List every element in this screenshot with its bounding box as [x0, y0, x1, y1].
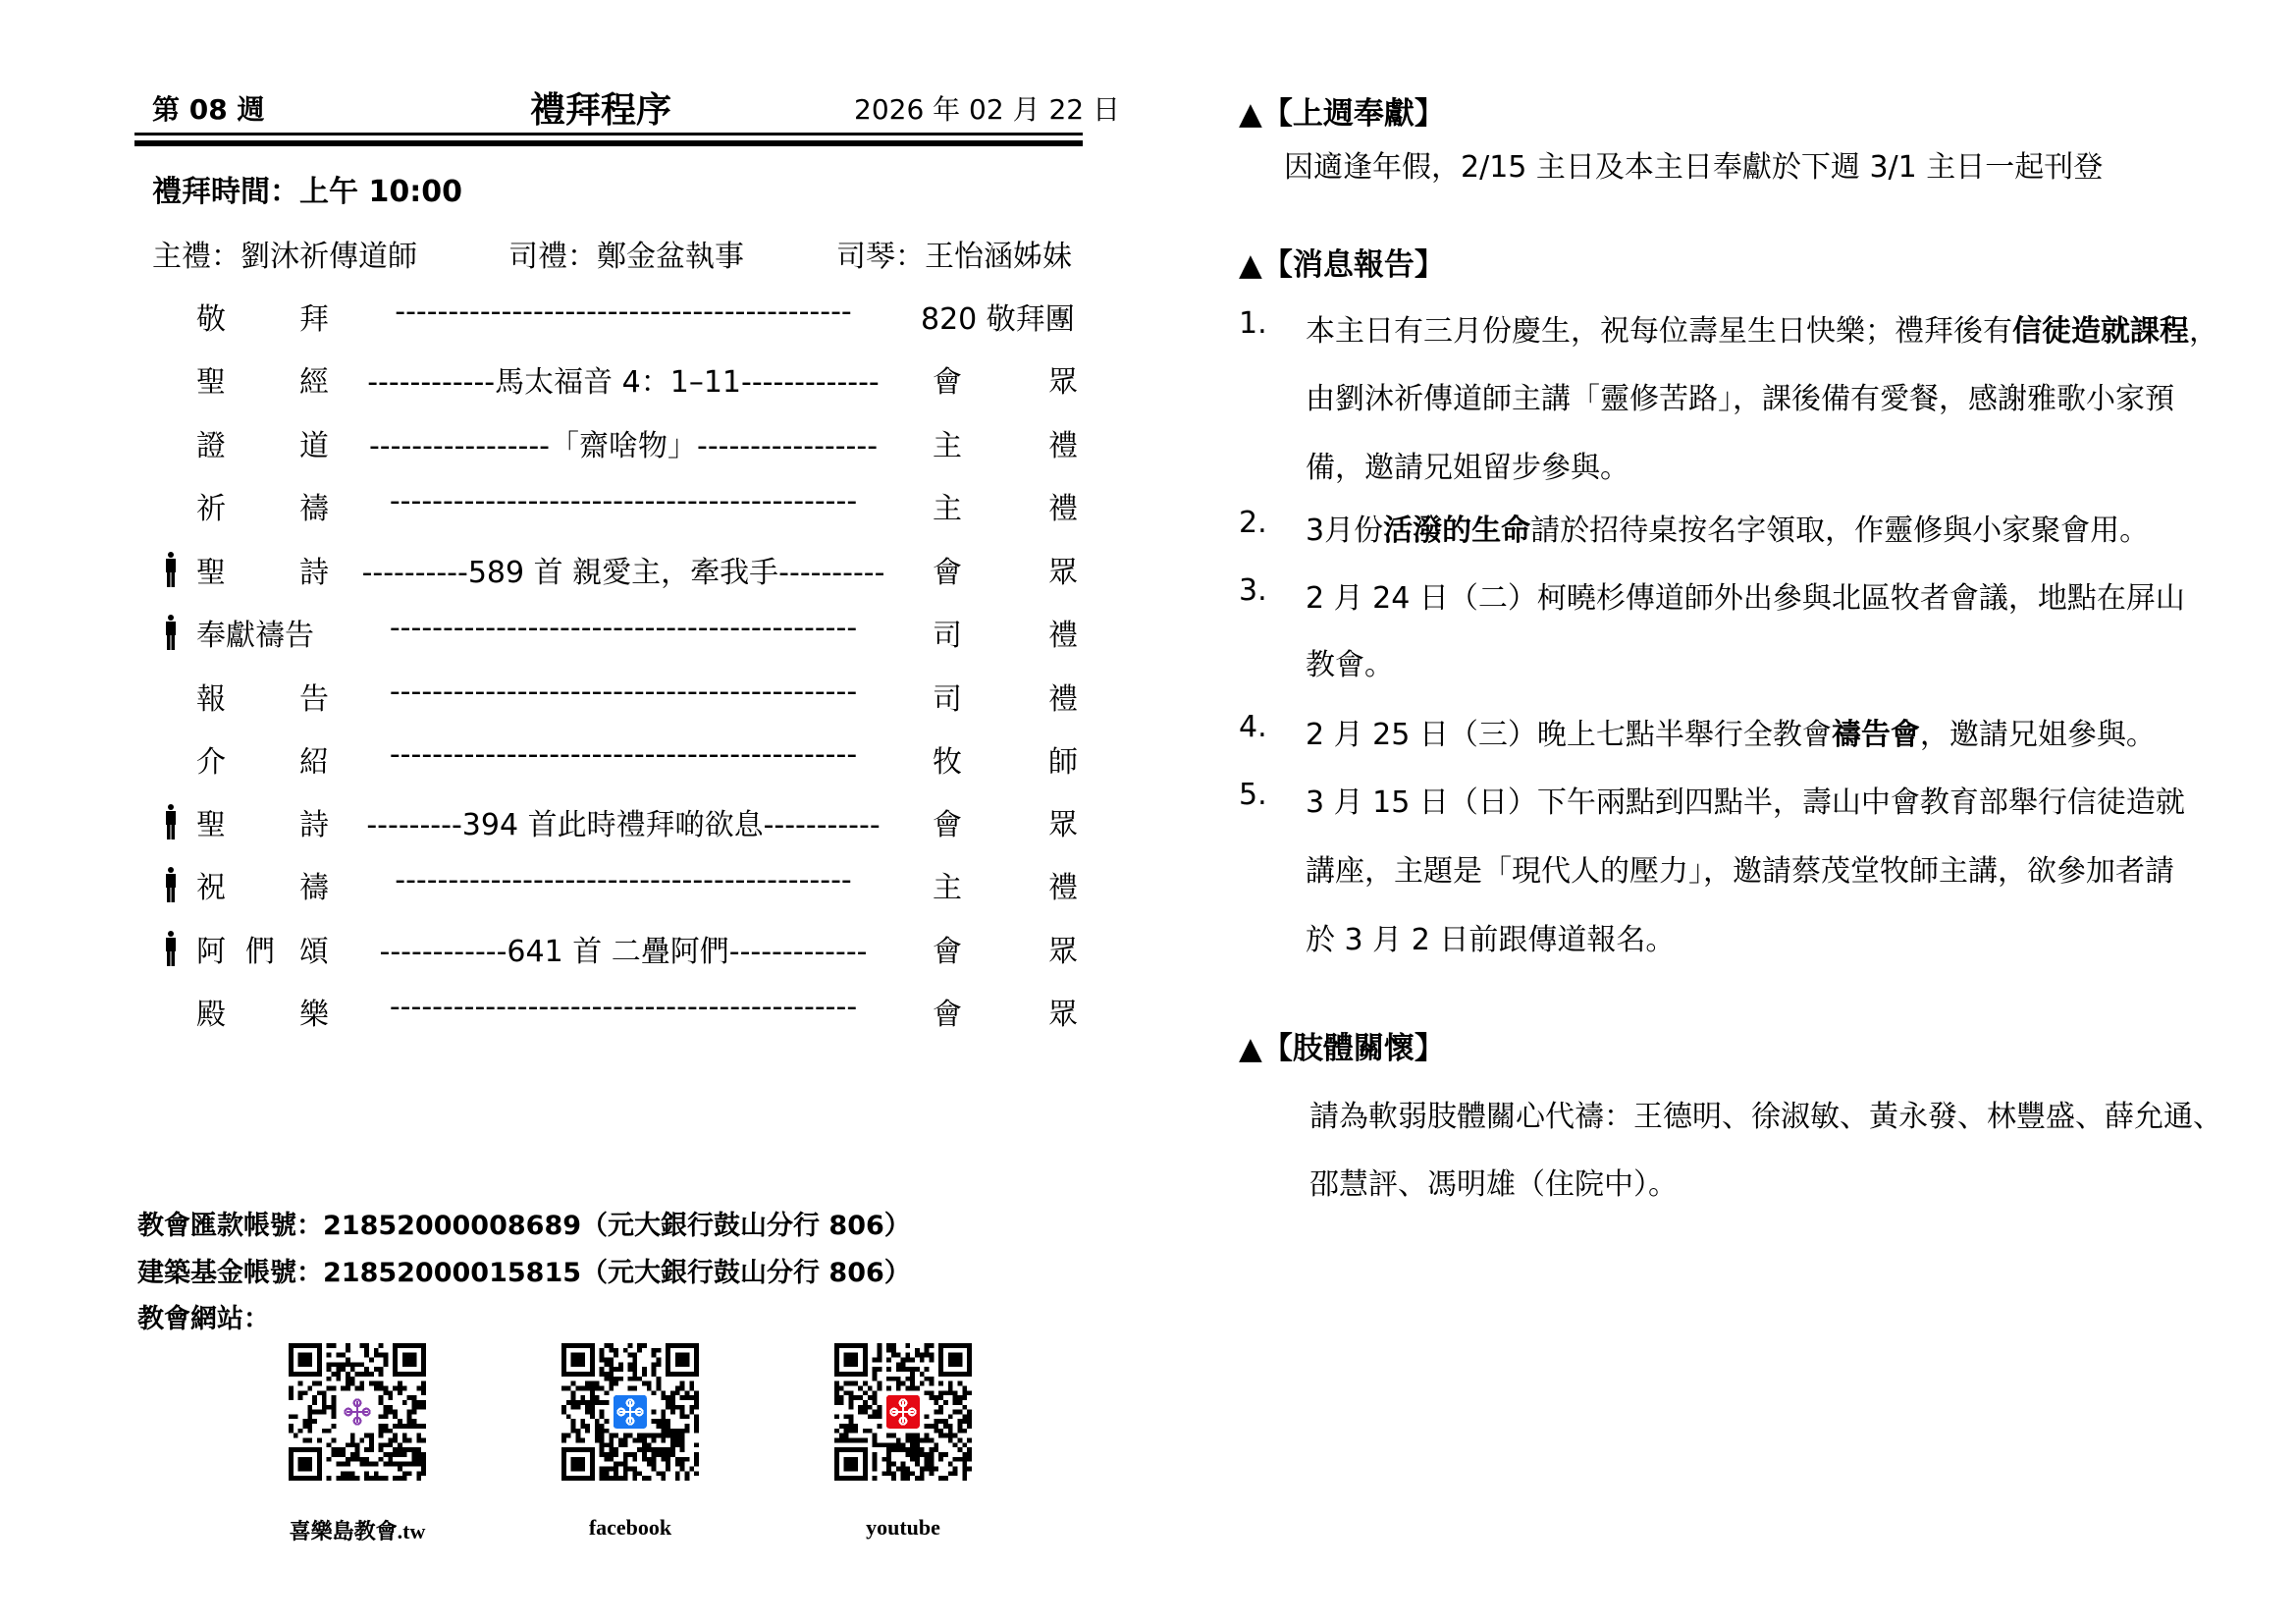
order-item-detail: --------------------------------------------: [389, 484, 858, 518]
standing-person-icon: [165, 804, 177, 839]
news-text: ，邀請兄姐參與。: [1919, 718, 2156, 752]
header-rule-thick: [134, 140, 1083, 146]
service-time: 禮拜時間：上午 10:00: [152, 175, 462, 209]
care-heading: ▲【肢體關懷】: [1239, 1031, 1445, 1066]
order-item-leader-part: 禮: [1048, 429, 1078, 463]
order-item-leader-part: 眾: [1048, 365, 1078, 400]
news-text: 於 3 月 2 日前跟傳道報名。: [1306, 923, 1676, 957]
order-item-name-part: 阿: [196, 935, 226, 969]
order-item: [157, 421, 1090, 463]
order-item-leader-part: 主: [933, 429, 962, 463]
order-item-name-part: 證: [196, 429, 226, 463]
liturgist: 司禮：鄭金盆執事: [508, 240, 744, 274]
order-item-detail: ------------馬太福音 4：1–11-------------: [367, 365, 880, 400]
page-title: 禮拜程序: [530, 90, 672, 131]
order-item-leader-part: 會: [933, 935, 962, 969]
order-item-name-part: 樂: [299, 998, 329, 1032]
order-item-detail: ---------394 首此時禮拜啲欲息-----------: [366, 808, 881, 842]
account-value: 21852000008689（元大銀行鼓山分行 806）: [323, 1211, 911, 1241]
order-item-name-part: 祝: [196, 871, 226, 905]
order-item-leader-part: 眾: [1048, 808, 1078, 842]
order-item-name-part: 詩: [299, 556, 329, 590]
news-text: 2 月 25 日（三）晚上七點半舉行全教會: [1306, 718, 1832, 752]
order-item-leader-part: 主: [933, 492, 962, 526]
order-item-name-part: 聖: [196, 808, 226, 842]
order-item-detail: ----------589 首 親愛主，牽我手----------: [361, 556, 885, 590]
account-line: [137, 1204, 911, 1242]
order-item-leader-part: 師: [1048, 745, 1078, 780]
account-label: 教會匯款帳號：: [137, 1211, 323, 1241]
qr-code-label: 喜樂島教會.tw: [289, 1519, 426, 1543]
order-item: [157, 927, 1090, 969]
care-line-2: 邵慧評、馮明雄（住院中）。: [1309, 1167, 1678, 1202]
order-item-name-part: 禱: [299, 871, 329, 905]
order-item-leader-part: 會: [933, 998, 962, 1032]
order-item-detail: --------------------------------------------: [389, 737, 858, 772]
standing-person-icon: [165, 552, 177, 587]
order-item-leader-part: 眾: [1048, 556, 1078, 590]
order-item-detail: -------------------------------------------: [395, 863, 852, 897]
news-item-line: [1306, 573, 2185, 617]
order-item-detail: ------------641 首 二疊阿們-------------: [379, 935, 868, 969]
news-item-line: [1306, 443, 1629, 486]
order-item-name-part: 聖: [196, 365, 226, 400]
news-item-line: [1306, 374, 2174, 417]
order-item: [157, 675, 1090, 717]
news-text: 本主日有三月份慶生，祝每位壽星生日快樂；禮拜後有: [1306, 314, 2012, 349]
building-fund-value: 21852000015815（元大銀行鼓山分行 806）: [323, 1258, 911, 1288]
order-item-name-part: 祈: [196, 492, 226, 526]
order-item-name-part: 道: [299, 429, 329, 463]
offering-text: 因適逢年假，2/15 主日及本主日奉獻於下週 3/1 主日一起刊登: [1284, 150, 2104, 185]
qr-code-label: youtube: [866, 1515, 940, 1540]
service-date: 2026 年 02 月 22 日: [854, 93, 1121, 126]
news-text: ，: [2189, 314, 2218, 349]
standing-person-icon: [165, 931, 177, 966]
order-item-detail: -----------------「齋啥物」-----------------: [368, 429, 879, 463]
care-line-1: 請為軟弱肢體關心代禱：王德明、徐淑敏、黃永發、林豐盛、薛允通、: [1309, 1100, 2222, 1134]
news-item-number: 2.: [1239, 506, 1267, 540]
standing-person-icon: [165, 615, 177, 650]
news-text: 教會。: [1306, 648, 1394, 682]
order-item-name-part: 頌: [299, 935, 329, 969]
offering-heading: ▲【上週奉獻】: [1239, 96, 1445, 132]
order-item: [157, 800, 1090, 842]
news-text: 請於招待桌按名字領取，作靈修與小家聚會用。: [1530, 514, 2150, 548]
order-item-name-part: 經: [299, 365, 329, 400]
order-item-leader-part: 禮: [1048, 682, 1078, 717]
order-item-leader-part: 會: [933, 556, 962, 590]
order-item-name-part: 介: [196, 745, 226, 780]
qr-code-label: facebook: [588, 1515, 672, 1540]
qr-code-facebook[interactable]: [561, 1343, 699, 1481]
order-item: [157, 484, 1090, 526]
order-item-leader-part: 禮: [1048, 492, 1078, 526]
order-item-leader-part: 司: [933, 619, 962, 653]
presider: 主禮：劉沐祈傳道師: [152, 240, 417, 274]
qr-code-tw[interactable]: [289, 1343, 426, 1481]
order-item-detail: --------------------------------------------: [389, 675, 858, 709]
week-number: 第 08 週: [152, 93, 265, 126]
order-item-name-part: 奉獻禱告: [196, 619, 314, 653]
order-item: [157, 357, 1090, 400]
news-highlight: 信徒造就課程: [2012, 314, 2189, 349]
order-item-detail: --------------------------------------------: [389, 611, 858, 645]
news-text: 2 月 24 日（二）柯曉杉傳道師外出參與北區牧者會議，地點在屏山: [1306, 581, 2185, 616]
order-item-leader-part: 主: [933, 871, 962, 905]
building-fund-line: [137, 1251, 911, 1289]
news-text: 3月份: [1306, 514, 1384, 548]
order-item: [157, 611, 1090, 653]
order-item: [157, 295, 1090, 337]
news-item-line: [1306, 640, 1394, 683]
order-item: [157, 737, 1090, 780]
news-heading: ▲【消息報告】: [1239, 247, 1445, 283]
order-item-leader-part: 禮: [1048, 619, 1078, 653]
qr-code-youtube[interactable]: [834, 1343, 972, 1481]
news-text: 3 月 15 日（日）下午兩點到四點半，壽山中會教育部舉行信徒造就: [1306, 785, 2185, 820]
order-item-leader-part: 禮: [1048, 871, 1078, 905]
news-item-line: [1306, 778, 2185, 821]
order-item-leader-part: 會: [933, 365, 962, 400]
order-item-name-part: 拜: [299, 302, 329, 337]
order-item-name-part: 紹: [299, 745, 329, 780]
news-text: 由劉沐祈傳道師主講「靈修苦路」，課後備有愛餐，感謝雅歌小家預: [1306, 382, 2174, 416]
order-item-name-part: 告: [299, 682, 329, 717]
news-text: 備，邀請兄姐留步參與。: [1306, 451, 1629, 485]
order-item-detail: --------------------------------------------: [389, 990, 858, 1024]
order-item-name-part: 禱: [299, 492, 329, 526]
news-item-line: [1306, 915, 1675, 958]
qr-code-icon: [834, 1466, 972, 1485]
order-item-leader-part: 眾: [1048, 935, 1078, 969]
news-item-line: [1306, 306, 2218, 350]
qr-code-icon: [561, 1466, 699, 1485]
order-item-name-part: 敬: [196, 302, 226, 337]
order-item-name-part: 殿: [196, 998, 226, 1032]
order-item-leader-part: 牧: [933, 745, 962, 780]
news-item-number: 5.: [1239, 778, 1267, 812]
order-item-name-part: 報: [196, 682, 226, 717]
organist: 司琴：王怡涵姊妹: [836, 240, 1072, 274]
order-item-leader-part: 司: [933, 682, 962, 717]
news-item-number: 3.: [1239, 573, 1267, 608]
news-text: 講座，主題是「現代人的壓力」，邀請蔡茂堂牧師主講，欲參加者請: [1306, 854, 2174, 889]
order-item-detail: -------------------------------------------: [395, 295, 852, 329]
order-item-name-part: 詩: [299, 808, 329, 842]
order-item-leader-part: 會: [933, 808, 962, 842]
order-item: [157, 548, 1090, 590]
order-item: [157, 863, 1090, 905]
website-label: 教會網站：: [137, 1304, 270, 1334]
news-item-line: [1306, 710, 2156, 753]
news-highlight: 活潑的生命: [1383, 514, 1531, 548]
order-item: [157, 990, 1090, 1032]
news-highlight: 禱告會: [1831, 718, 1920, 752]
news-item-number: 1.: [1239, 306, 1267, 341]
news-item-line: [1306, 846, 2174, 890]
news-item-line: [1306, 506, 2149, 549]
news-item-number: 4.: [1239, 710, 1267, 744]
order-item-leader-part: 眾: [1048, 998, 1078, 1032]
standing-person-icon: [165, 867, 177, 902]
building-fund-label: 建築基金帳號：: [137, 1258, 323, 1288]
qr-code-icon: [289, 1466, 426, 1485]
header-rule-thin: [134, 133, 1083, 135]
order-item-name-part: 聖: [196, 556, 226, 590]
order-item-leader-part: 820 敬拜團: [921, 302, 1075, 337]
order-item-name-part: 們: [245, 935, 275, 969]
